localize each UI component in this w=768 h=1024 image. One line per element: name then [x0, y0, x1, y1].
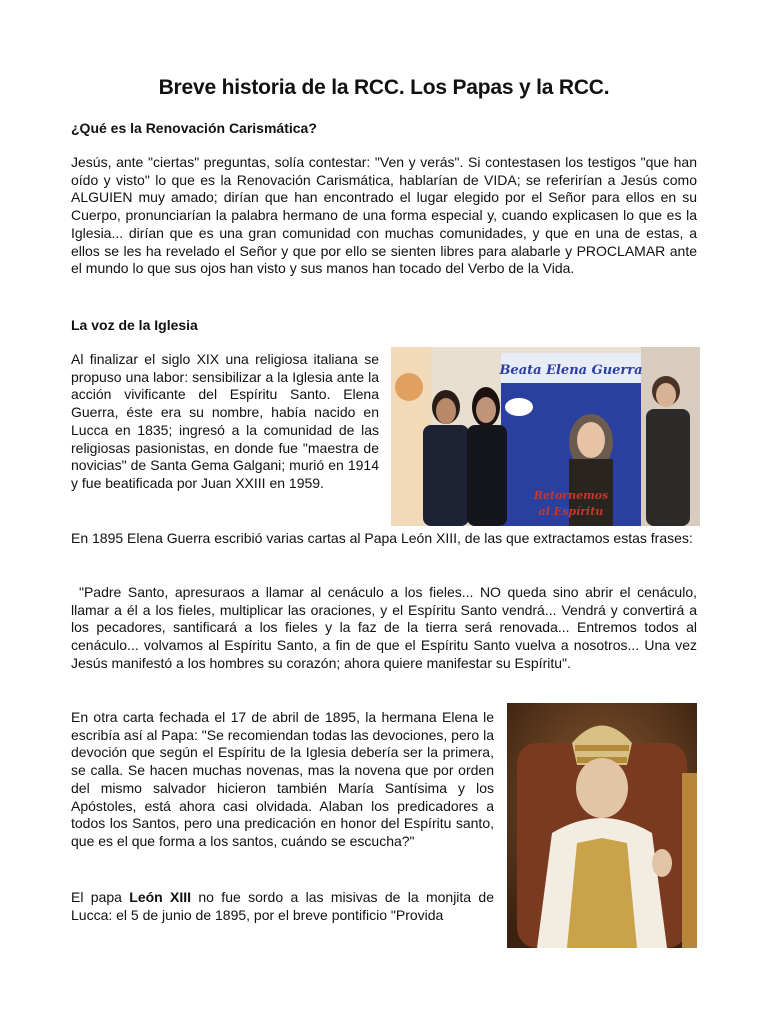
elena-paragraph: Al finalizar el siglo XIX una religiosa italiana se propuso una labor: sensibilizar a la Iglesia ante la acción vivificante del Espíritu Santo. Elena Guerra, éste era su nombre, había nacido en Lucca en 1835; ingresó a la comunidad de las religiosas pasionistas, en donde fue "maestra de novicias" de Santa Gema Galgani; murió en 1914 y fue beatificada por Juan XXIII en 1959.	[71, 351, 379, 491]
pope-leo-xiii-portrait	[507, 703, 697, 948]
banner-line-3: al Espíritu	[538, 505, 604, 518]
intro-paragraph: Jesús, ante "ciertas" preguntas, solía contestar: "Ven y verás". Si contestasen los testigos "que han oído y visto" lo que es la Renovación Carismática, hablarían de VIDA; se referirían a Jesús como ALGUIEN muy amado; dirían que han encontrado el lugar elegido por el Señor para ellos en su Cuerpo, pronunciarían la palabra hermano de una forma especial y, cuando explicasen lo que es la Iglesia... dirían que es una gran comunidad con muchas comunidades, y que en una de estas, a ellos se les ha revelado el Señor y que por ello se sienten libres para alabarle y PROCLAMAR ante el mundo lo que sus ojos han visto y sus manos han tocado del Verbo de la Vida.	[71, 154, 697, 277]
page-title: Breve historia de la RCC. Los Papas y la RCC.	[158, 76, 610, 99]
april-letter-paragraph: En otra carta fechada el 17 de abril de 1895, la hermana Elena le escribía así al Papa: "Se recomiendan todas las devociones, pero la devoción que según el Espíritu de la Iglesia debería ser la primera, se calla. Se hacen muchas novenas, mas la novena que por orden del mismo salvador hicieron también María Santísima y los Apóstoles, está ahora casi olvidada. Alaban los predicadores a todos los Santos, pero una predicación en honor del Espíritu santo, que es el que forma a los santos, cuándo se escucha?"	[71, 709, 494, 849]
leon-text-pre: El papa	[71, 889, 130, 905]
banner-title: Beata Elena Guerra	[499, 363, 643, 378]
elena-guerra-banner-photo	[391, 347, 700, 526]
section-heading-what: ¿Qué es la Renovación Carismática?	[71, 120, 317, 136]
quote-paragraph: "Padre Santo, apresuraos a llamar al cenáculo a los fieles... NO queda sino abrir el cenáculo, llamar a él a los fieles, multiplicar las oraciones, y el Espíritu Santo vendrá... Vendrá y convertirá a los pecadores, santificará a los fieles y la faz de la tierra será renovada... Entremos todos al cenáculo... volvamos al Espíritu Santo, a fin de que el Espíritu Santo vuelva a nosotros... Una vez Jesús manifestó a los hombres su corazón; ahora quiere manifestar su Espíritu".	[71, 584, 697, 671]
banner-line-2: Retornemos	[533, 489, 609, 502]
letters-paragraph: En 1895 Elena Guerra escribió varias cartas al Papa León XIII, de las que extractamos estas frases:	[71, 530, 693, 546]
section-heading-voice: La voz de la Iglesia	[71, 317, 198, 333]
leon-text-post: no fue sordo a las misivas de la monjita de Lucca: el 5 de junio de 1895, por el breve pontificio "Provida	[71, 889, 494, 923]
leon-name: León XIII	[129, 889, 192, 905]
leon-paragraph	[71, 889, 494, 924]
